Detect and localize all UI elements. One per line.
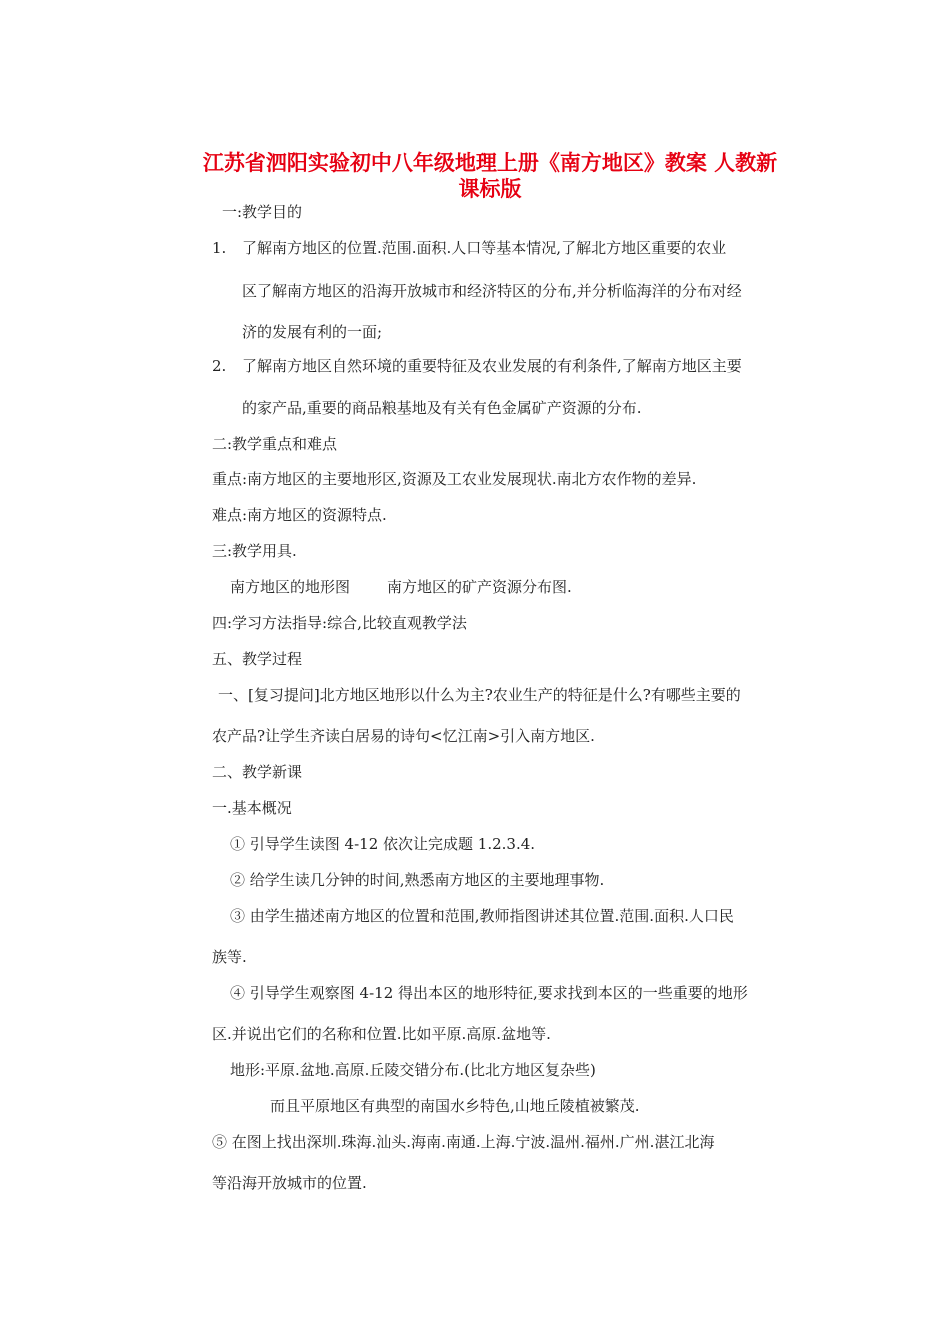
objective-1-line-2: 区了解南方地区的沿海开放城市和经济特区的分布,并分析临海洋的分布对经	[242, 282, 742, 300]
basic-overview-heading: 一.基本概况	[212, 799, 292, 817]
section-teaching-objectives-heading: 一:教学目的	[222, 203, 303, 221]
difficulty-text: 难点:南方地区的资源特点.	[212, 506, 387, 524]
step-4-line-1: ④ 引导学生观察图 4-12 得出本区的地形特征,要求找到本区的一些重要的地形	[230, 984, 748, 1002]
objective-1-line-1	[212, 238, 726, 258]
review-question-line-1: 一、[复习提问]北方地区地形以什么为主?农业生产的特征是什么?有哪些主要的	[218, 686, 741, 704]
key-point-text: 重点:南方地区的主要地形区,资源及工农业发展现状.南北方农作物的差异.	[212, 470, 697, 488]
step-1-text: ① 引导学生读图 4-12 依次让完成题 1.2.3.4.	[230, 835, 536, 853]
step-4-line-2: 区.并说出它们的名称和位置.比如平原.高原.盆地等.	[212, 1025, 551, 1043]
step-5-line-2: 等沿海开放城市的位置.	[212, 1174, 367, 1192]
objective-2-line-2: 的家产品,重要的商品粮基地及有关有色金属矿产资源的分布.	[242, 399, 642, 417]
section-learning-method: 四:学习方法指导:综合,比较直观教学法	[212, 614, 467, 632]
new-lesson-heading: 二、教学新课	[212, 763, 303, 781]
section-key-points-heading: 二:教学重点和难点	[212, 435, 338, 453]
objective-2-number: 2.	[212, 357, 227, 375]
step-3-line-1: ③ 由学生描述南方地区的位置和范围,教师指图讲述其位置.范围.面积.人口民	[230, 907, 734, 925]
review-question-line-2: 农产品?让学生齐读白居易的诗句<忆江南>引入南方地区.	[212, 727, 595, 745]
objective-1-number: 1.	[212, 239, 227, 257]
step-3-line-2: 族等.	[212, 948, 247, 966]
step-2-text: ② 给学生读几分钟的时间,熟悉南方地区的主要地理事物.	[230, 871, 605, 889]
section-teaching-process-heading: 五、教学过程	[212, 650, 303, 668]
step-5-line-1: ⑤ 在图上找出深圳.珠海.汕头.海南.南通.上海.宁波.温州.福州.广州.湛江北海	[212, 1133, 715, 1151]
objective-2-text-1: 了解南方地区自然环境的重要特征及农业发展的有利条件,了解南方地区主要	[242, 357, 742, 375]
terrain-summary: 地形:平原.盆地.高原.丘陵交错分布.(比北方地区复杂些)	[230, 1061, 596, 1079]
objective-1-text-1: 了解南方地区的位置.范围.面积.人口等基本情况,了解北方地区重要的农业	[242, 239, 727, 257]
teaching-tool-terrain-map: 南方地区的地形图	[230, 578, 351, 596]
document-title-line-1: 江苏省泗阳实验初中八年级地理上册《南方地区》教案 人教新	[202, 151, 778, 175]
section-teaching-tools-heading: 三:教学用具.	[212, 542, 297, 560]
document-title-line-2: 课标版	[458, 177, 522, 201]
objective-1-line-3: 济的发展有利的一面;	[242, 323, 383, 341]
teaching-tool-mineral-map: 南方地区的矿产资源分布图.	[387, 578, 572, 596]
objective-2-line-1	[212, 356, 742, 376]
terrain-detail: 而且平原地区有典型的南国水乡特色,山地丘陵植被繁茂.	[270, 1097, 640, 1115]
